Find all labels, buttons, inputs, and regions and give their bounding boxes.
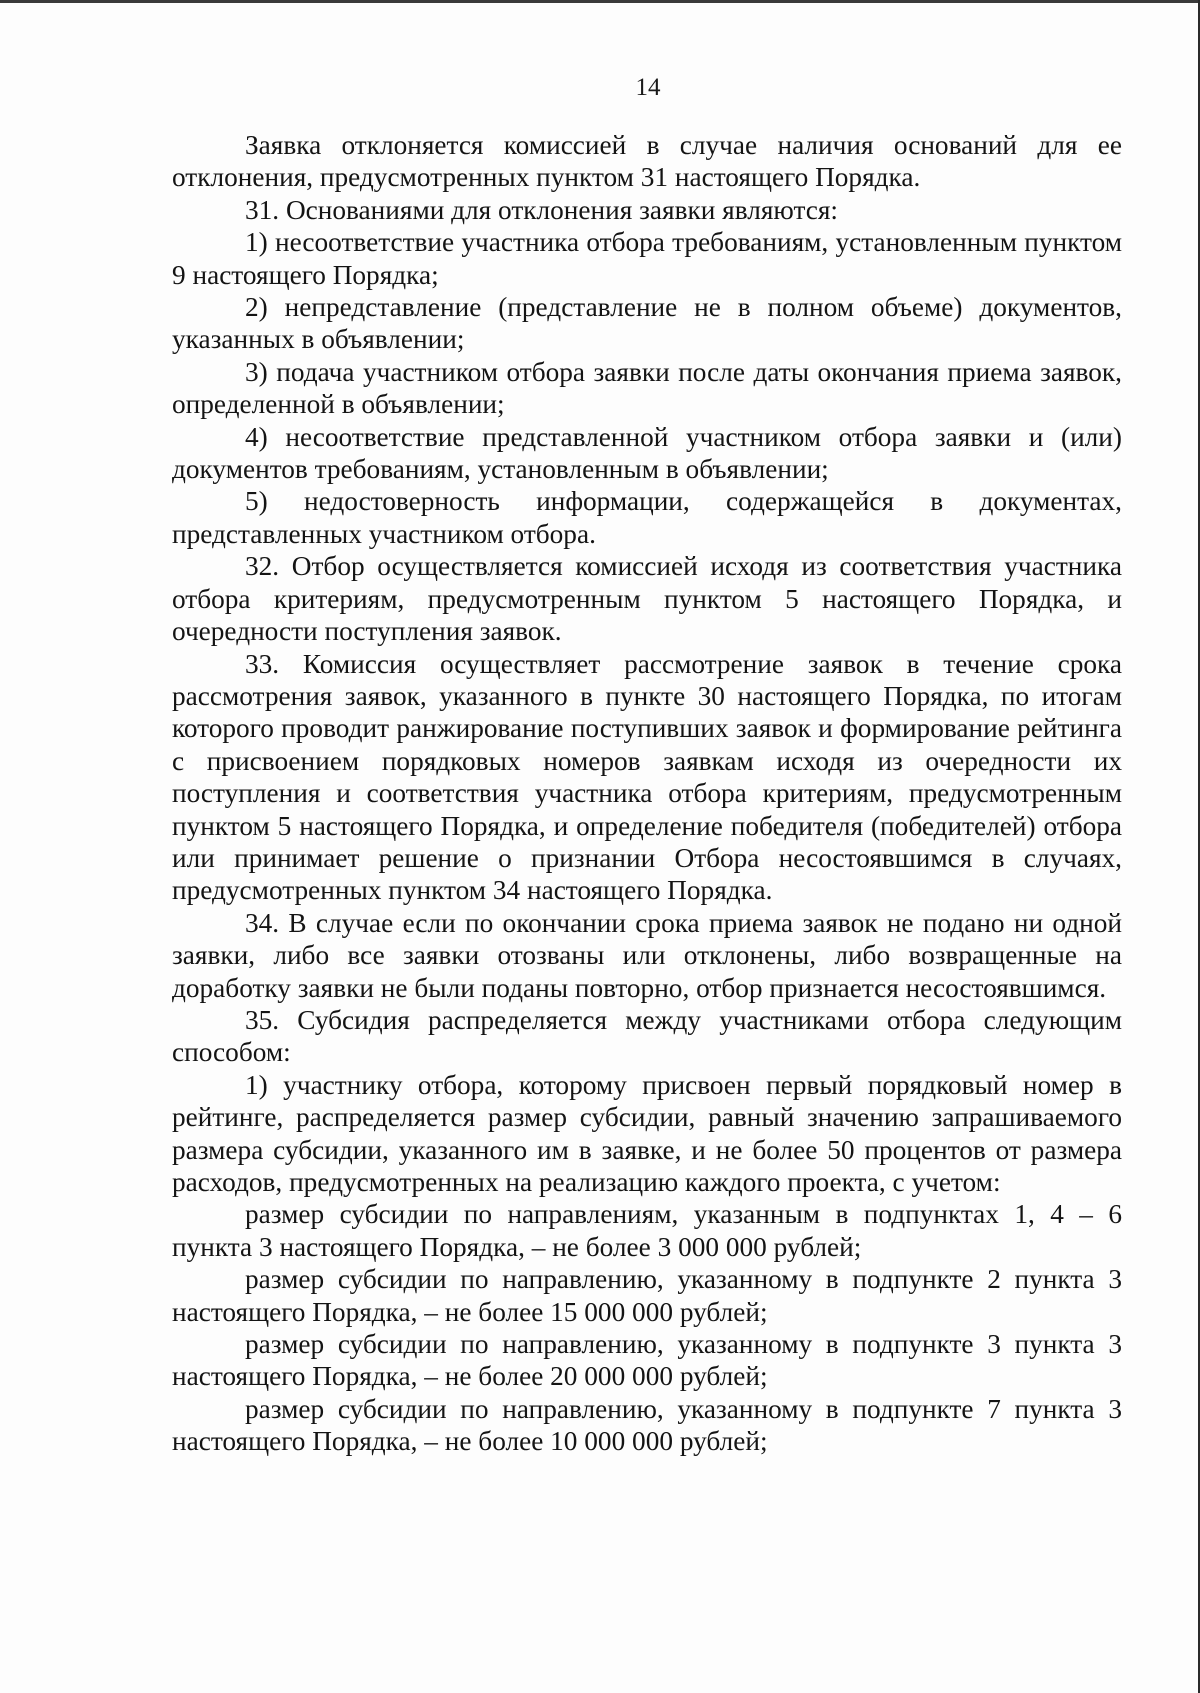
subsidy-limit-line: размер субсидии по направлениям, указанным в подпунктах 1, 4 – 6 пункта 3 настоящего Порядка, – не более 3 000 000 рублей; [172, 1199, 1122, 1262]
paragraph-item-33: 33. Комиссия осуществляет рассмотрение заявок в течение срока рассмотрения заявок, указанного в пункте 30 настоящего Порядка, по итогам которого проводит ранжирование поступивших заявок и формирование рейтинга с присвоением порядковых номеров заявкам исходя из очередности их поступления и соответствия участника отбора критериям, предусмотренным пунктом 5 настоящего Порядка, и определение победителя (победителей) отбора или принимает решение о признании Отбора несостоявшимся в случаях, предусмотренных пунктом 34 настоящего Порядка. [172, 648, 1122, 906]
list-item: 2) непредставление (представление не в полном объеме) документов, указанных в объявлении; [172, 292, 1122, 355]
paragraph-item-31: 31. Основаниями для отклонения заявки являются: [245, 194, 838, 225]
scan-top-edge [0, 0, 1200, 3]
list-item: 1) участнику отбора, которому присвоен первый порядковый номер в рейтинге, распределяется размер субсидии, равный значению запрашиваемого размера субсидии, указанного им в заявке, и не более 50 процентов от размера расходов, предусмотренных на реализацию каждого проекта, с учетом: [172, 1069, 1122, 1197]
paragraph-item-32: 32. Отбор осуществляется комиссией исходя из соответствия участника отбора критериям, предусмотренным пунктом 5 настоящего Порядка, и очередности поступления заявок. [172, 551, 1122, 647]
list-item: 1) несоответствие участника отбора требованиям, установленным пунктом 9 настоящего Порядка; [172, 227, 1122, 290]
paragraph-item-34: 34. В случае если по окончании срока приема заявок не подано ни одной заявки, либо все заявки отозваны или отклонены, либо возвращенные на доработку заявки не были поданы повторно, отбор признается несостоявшимся. [172, 907, 1122, 1003]
page-number: 14 [635, 74, 661, 101]
list-item: 3) подача участником отбора заявки после даты окончания приема заявок, определенной в объявлении; [172, 356, 1122, 420]
subsidy-limit-line: размер субсидии по направлению, указанному в подпункте 7 пункта 3 настоящего Порядка, – не более 10 000 000 рублей; [172, 1393, 1122, 1457]
subsidy-limit-line: размер субсидии по направлению, указанному в подпункте 3 пункта 3 настоящего Порядка, – не более 20 000 000 рублей; [172, 1329, 1122, 1392]
subsidy-limit-line: размер субсидии по направлению, указанному в подпункте 2 пункта 3 настоящего Порядка, – не более 15 000 000 рублей; [172, 1264, 1122, 1327]
list-item: 4) несоответствие представленной участником отбора заявки и (или) документов требованиям, установленным в объявлении; [172, 421, 1122, 485]
paragraph-item-35: 35. Субсидия распределяется между участниками отбора следующим способом: [172, 1004, 1122, 1068]
document-body [172, 129, 1122, 1458]
list-item: 5) недостоверность информации, содержащейся в документах, представленных участником отбора. [172, 486, 1122, 549]
paragraph-intro: Заявка отклоняется комиссией в случае наличия оснований для ее отклонения, предусмотренных пунктом 31 настоящего Порядка. [172, 130, 1122, 193]
